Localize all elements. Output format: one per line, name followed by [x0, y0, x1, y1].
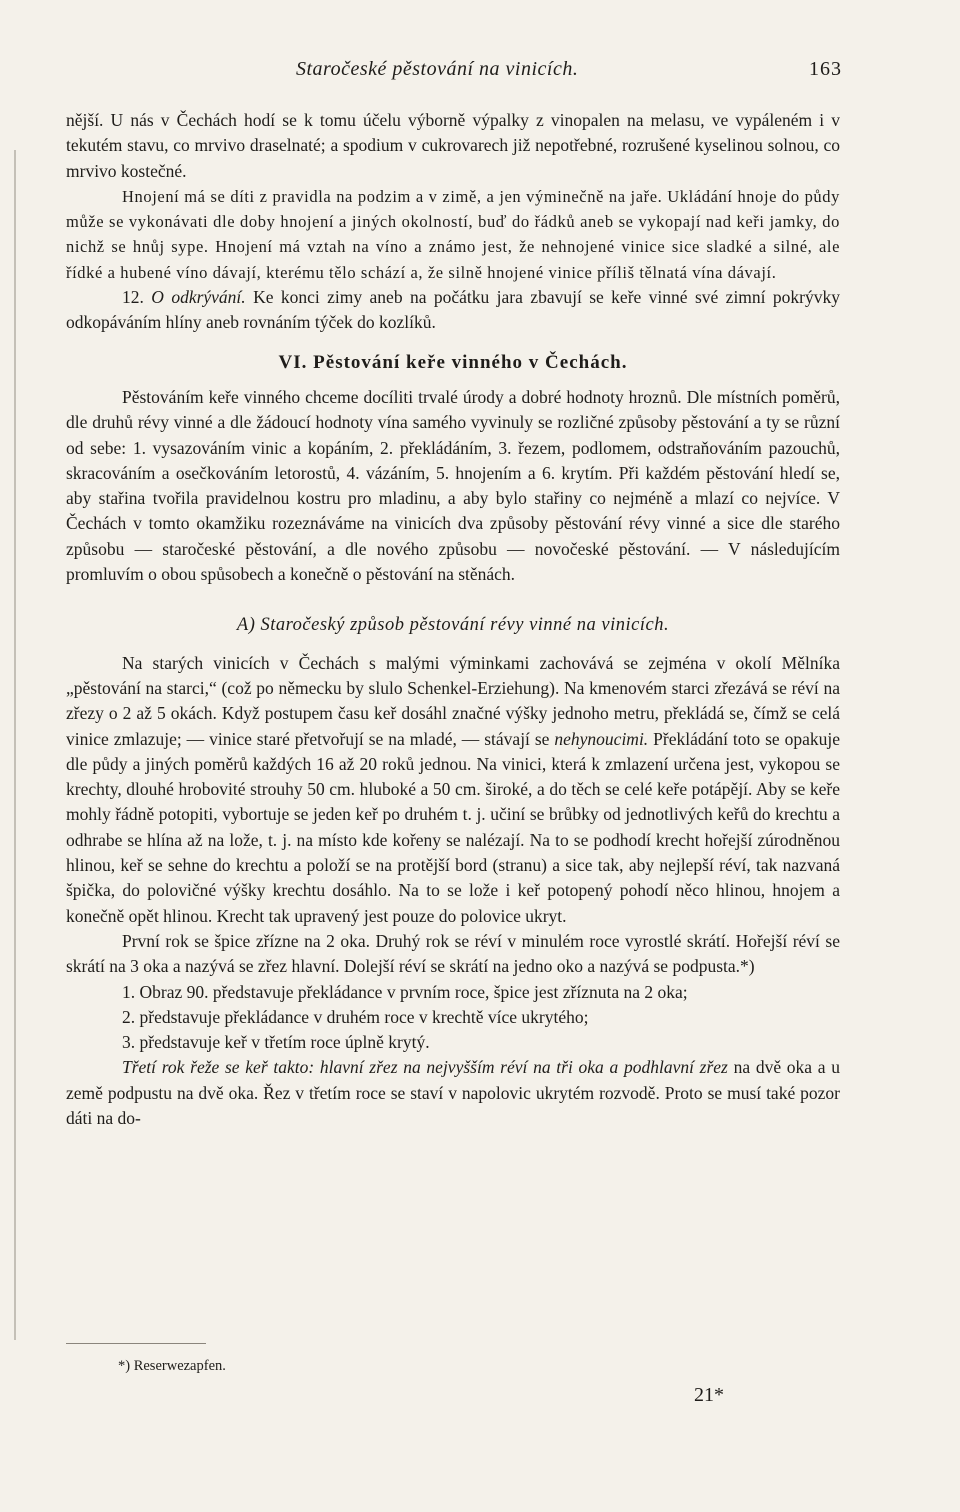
list-item-3: 3. představuje keř v třetím roce úplně krytý.: [122, 1032, 430, 1053]
page-number: 163: [809, 58, 842, 80]
paragraph-7: [66, 1055, 840, 1131]
paragraph-5-part-a: Na starých vinicích v Čechách s malými výminkami zachovává se zejména v okolí Mělníka „pěstování na starci,“ (což po německu by slulo Schenkel-Erziehung). Na kmenovém starci zřezává se réví na zřezy o 2 až 5 okách. Když postupem času keř dosáhl značné výšky jednoho metru, překládá se, čímž se celá vinice zmlazuje; — vinice staré přetvořují se na mladé, — stávají se: [66, 652, 840, 749]
page-edge-shadow: [14, 150, 16, 1340]
paragraph-5-emphasis: nehynoucimi.: [554, 728, 649, 749]
section-heading: VI. Pěstování keře vinného v Čechách.: [278, 351, 628, 373]
list-item-1: 1. Obraz 90. představuje překládance v prvním roce, špice jest zříznuta na 2 oka;: [122, 981, 688, 1002]
item-text: Ke konci zimy aneb na počátku jara zbavují se keře vinné své zimní pokrývky odkopáváním hlíny aneb rovnáním týček do kozlíků.: [66, 287, 841, 333]
footnote: *) Reserwezapfen.: [118, 1358, 226, 1374]
paragraph-5-part-b: Překládání toto se opakuje dle půdy a jiných poměrů každých 16 až 20 roků jednou. Na vinici, která k zmlazení určena jest, vykopou se krechty, dlouhé hrobovité strouhy 50 cm. hluboké a 50 cm. široké, a do těch se celé keře potápějí. Aby se keře mohly řádně potopiti, vybortuje se jeden keř po druhém t. j. učiní se brůbky od jednotlivých keřů do krechtu a odhrabe se hlína až na lože, t. j. na místo kde kořeny se nalézají. Na to se podhodí krecht hořejší zúrodněnou hlinou, keř se sehne do krechtu a položí se na protější bord (stranu) a sice tak, aby nejlepší réví, tak nazvaná špička, do polovičné výšky krechtu dosáhlo. Na to se lože i keř potopený pohodí něco hlinou, hnojem a konečně opět hlinou. Krecht tak upravený jest pouze do polovice ukryt.: [66, 728, 841, 926]
running-title: Staročeské pěstování na vinicích.: [296, 58, 579, 80]
item-title: O odkrývání.: [151, 287, 246, 308]
paragraph-1: nější. U nás v Čechách hodí se k tomu účelu výborně výpalky z vinopalen na melasu, ve vypáleném i v tekutém stavu, co mrvivo draselnaté; a spodium v cukrovarech již nepotřebné, rozrušené kyselinou solnou, co mrvivo kostečné.: [66, 110, 840, 181]
paragraph-4: Pěstováním keře vinného chceme docíliti trvalé úrody a dobré hodnoty hroznů. Dle místních poměrů, dle druhů révy vinné a dle žádoucí hodnoty vína samého vyvinuly se rozličné způsoby pěstování a ty se různí od sebe: 1. vysazováním vinic a kopáním, 2. překládáním, 3. řezem, podlomem, odstraňováním pazouchů, skracováním a osečkováním letorostů, 4. vázáním, 5. hnojením a 6. krytím. Při každém pěstování hledí se, aby stařina tvořila pravidelnou kostru pro mladinu, a aby bylo stařiny co nejméně a mlazí co nejvíce. V Čechách v tomto okamžiku rozeznáváme na vinicích dva způsoby pěstování révy vinné a sice dle starého způsobu — staročeské pěstování, a dle nového způsobu — novočeské pěstování. — V následujícím promluvím o obou spůsobech a konečně o pěstování na stěnách.: [66, 386, 840, 585]
footnote-divider: [66, 1343, 206, 1344]
sub-heading: A) Staročeský způsob pěstování révy vinné na vinicích.: [236, 615, 670, 636]
page-header: [64, 58, 842, 88]
paragraph-3: [66, 285, 840, 336]
paragraph-5: [66, 651, 840, 929]
paragraph-7-text: na dvě oka a u země podpustu na dvě oka. Řez v třetím roce se staví v napolovic ukrytém rozvodě. Proto se musí také pozor dáti na do-: [66, 1057, 840, 1128]
paragraph-2: Hnojení má se díti z pravidla na podzim a v zimě, a jen výminečně na jaře. Ukládání hnoje do půdy může se vykonávati dle doby hnojení a jiných okolností, buď do řádků aneb se vykopají nad keři jamky, do nichž se hnůj sype. Hnojení má vztah na víno a známo jest, že nehnojené vinice sice sladké a silné, ale řídké a hubené víno dávají, kterému tělo schází a, že silně hnojené vinice příliš tělnatá vína dávají.: [66, 186, 840, 282]
page-body: [66, 108, 840, 1131]
paragraph-7-emphasis: Třetí rok řeže se keř takto: hlavní zřez na nejvyšším réví na tři oka a podhlavní zřez: [122, 1057, 728, 1078]
item-number: 12.: [122, 287, 144, 308]
paragraph-6: První rok se špice zřízne na 2 oka. Druhý rok se réví v minulém roce vyrostlé skrátí. Hořejší réví se skrátí na 3 oka a nazývá se zřez hlavní. Dolejší réví se skrátí na jedno oko a nazývá se podpusta.*): [66, 930, 840, 977]
printer-signature: 21*: [694, 1384, 724, 1406]
list-item-2: 2. představuje překládance v druhém roce v krechtě více ukrytého;: [122, 1006, 589, 1027]
